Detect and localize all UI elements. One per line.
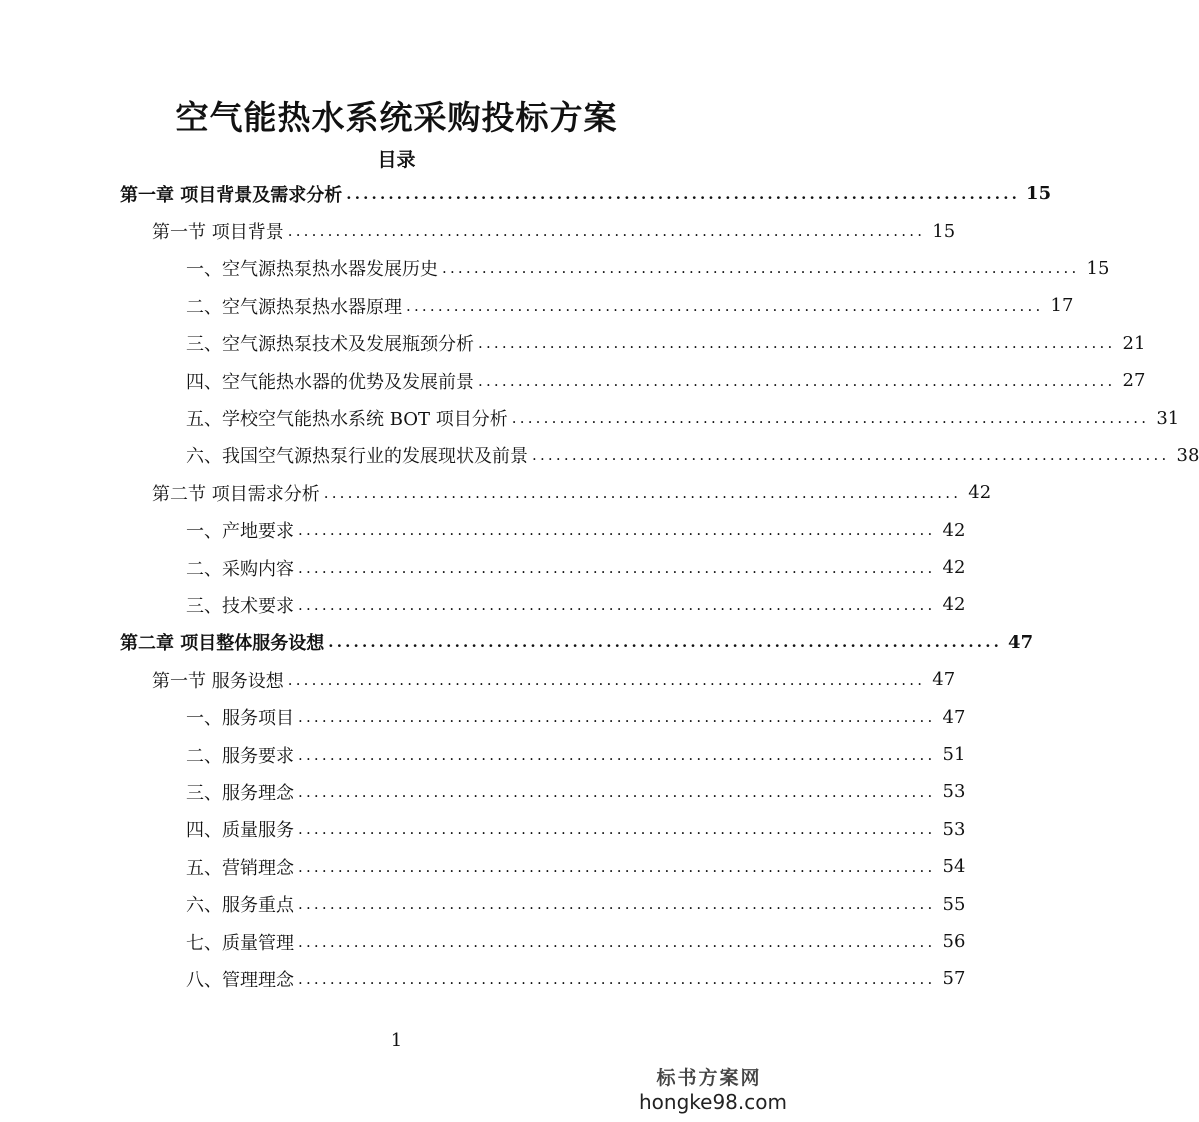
toc-dot-leader: ................................................................................ xyxy=(323,483,962,502)
toc-subsection-entry[interactable] xyxy=(0,923,966,960)
toc-subsection-entry[interactable] xyxy=(0,736,966,773)
toc-dot-leader: ................................................................................ xyxy=(298,969,936,988)
toc-subsection-entry[interactable] xyxy=(0,960,966,997)
toc-entry-page: 21 xyxy=(1122,332,1146,354)
toc-entry-page: 15 xyxy=(932,220,956,242)
toc-entry-label: 六、服务重点 xyxy=(186,895,294,917)
toc-subsection-entry[interactable] xyxy=(0,362,1146,399)
toc-entry-page: 54 xyxy=(942,856,966,878)
toc-dot-leader: ................................................................................ xyxy=(511,409,1150,428)
toc-entry-page: 42 xyxy=(942,594,966,616)
toc-entry-page: 42 xyxy=(942,519,966,541)
toc-heading: 目录 xyxy=(377,149,416,171)
toc-subsection-entry[interactable] xyxy=(0,399,1180,436)
toc-dot-leader: ................................................................................ xyxy=(298,782,936,801)
toc-entry-label: 第一节 服务设想 xyxy=(152,670,284,692)
toc-entry-label: 第二章 项目整体服务设想 xyxy=(120,633,325,655)
toc-subsection-entry[interactable] xyxy=(0,287,1074,324)
toc-entry-page: 42 xyxy=(968,482,992,504)
toc-subsection-entry[interactable] xyxy=(0,549,966,586)
toc-entry-label: 四、空气能热水器的优势及发展前景 xyxy=(186,371,474,393)
toc-entry-label: 三、空气源热泵技术及发展瓶颈分析 xyxy=(186,334,474,356)
toc-dot-leader: ................................................................................ xyxy=(298,558,936,577)
watermark-logo xyxy=(639,1063,787,1114)
toc-entry-page: 53 xyxy=(942,781,966,803)
toc-dot-leader: ................................................................................ xyxy=(346,184,1021,203)
toc-dot-leader: ................................................................................ xyxy=(532,446,1170,465)
toc-dot-leader: ................................................................................ xyxy=(298,820,936,839)
toc-entry-page: 15 xyxy=(1026,183,1052,205)
toc-entry-label: 二、服务要求 xyxy=(186,745,294,767)
toc-entry-page: 31 xyxy=(1156,407,1180,429)
toc-entry-page: 47 xyxy=(942,706,966,728)
toc-entry-page: 51 xyxy=(942,744,966,766)
watermark-site-name: 标书方案网 xyxy=(656,1067,762,1089)
toc-entry-page: 27 xyxy=(1122,370,1146,392)
toc-entry-page: 55 xyxy=(942,893,966,915)
toc-chapter-entry[interactable] xyxy=(0,624,1034,661)
toc-entry-label: 第一章 项目背景及需求分析 xyxy=(120,184,343,206)
toc-subsection-entry[interactable] xyxy=(0,698,966,735)
toc-subsection-entry[interactable] xyxy=(0,437,1199,474)
toc-section-entry[interactable] xyxy=(0,661,956,698)
toc-entry-label: 七、质量管理 xyxy=(186,932,294,954)
toc-entry-page: 38 xyxy=(1176,444,1199,466)
toc-entry-label: 第一节 项目背景 xyxy=(152,222,284,244)
page-number: 1 xyxy=(390,1030,403,1051)
toc-subsection-entry[interactable] xyxy=(0,512,966,549)
toc-entry-label: 二、采购内容 xyxy=(186,558,294,580)
toc-subsection-entry[interactable] xyxy=(0,250,1110,287)
toc-dot-leader: ................................................................................ xyxy=(298,895,936,914)
toc-entry-page: 56 xyxy=(942,931,966,952)
toc-entry-page: 17 xyxy=(1050,295,1074,317)
toc-dot-leader: ................................................................................ xyxy=(478,371,1116,390)
toc-entry-label: 六、我国空气源热泵行业的发展现状及前景 xyxy=(186,446,528,468)
watermark-url: hongke98.com xyxy=(639,1090,787,1114)
toc-dot-leader: ................................................................................ xyxy=(298,595,936,614)
document-title: 空气能热水系统采购投标方案 xyxy=(175,98,618,137)
toc-entry-label: 一、服务项目 xyxy=(186,708,294,730)
toc-dot-leader: ................................................................................ xyxy=(287,670,926,689)
toc-entry-label: 三、技术要求 xyxy=(186,595,294,617)
toc-dot-leader: ................................................................................ xyxy=(298,857,936,876)
table-of-contents xyxy=(0,175,1199,998)
toc-entry-page: 57 xyxy=(942,968,966,990)
toc-subsection-entry[interactable] xyxy=(0,885,966,922)
toc-subsection-entry[interactable] xyxy=(0,848,966,885)
toc-subsection-entry[interactable] xyxy=(0,325,1146,362)
toc-section-entry[interactable] xyxy=(0,212,956,249)
toc-entry-page: 53 xyxy=(942,818,966,840)
toc-entry-label: 四、质量服务 xyxy=(186,820,294,842)
toc-entry-page: 47 xyxy=(1008,631,1034,653)
toc-dot-leader: ................................................................................ xyxy=(298,708,936,727)
toc-entry-label: 一、产地要求 xyxy=(186,521,294,543)
toc-dot-leader: ................................................................................ xyxy=(298,932,936,951)
toc-dot-leader: ................................................................................ xyxy=(478,334,1116,353)
toc-entry-label: 三、服务理念 xyxy=(186,782,294,804)
toc-subsection-entry[interactable] xyxy=(0,586,966,623)
toc-subsection-entry[interactable] xyxy=(0,811,966,848)
toc-entry-label: 二、空气源热泵热水器原理 xyxy=(186,296,402,318)
toc-entry-page: 47 xyxy=(932,669,956,691)
toc-subsection-entry[interactable] xyxy=(0,773,966,810)
toc-entry-label: 五、学校空气能热水系统 BOT 项目分析 xyxy=(186,409,508,431)
toc-entry-label: 八、管理理念 xyxy=(186,969,294,991)
toc-section-entry[interactable] xyxy=(0,474,992,511)
toc-chapter-entry[interactable] xyxy=(0,175,1052,212)
toc-entry-page: 42 xyxy=(942,557,966,579)
toc-dot-leader: ................................................................................ xyxy=(287,222,926,241)
toc-dot-leader: ................................................................................ xyxy=(298,521,936,540)
toc-entry-page: 15 xyxy=(1086,257,1110,279)
toc-entry-label: 一、空气源热泵热水器发展历史 xyxy=(186,259,438,281)
toc-dot-leader: ................................................................................ xyxy=(442,259,1080,278)
toc-dot-leader: ................................................................................ xyxy=(406,296,1044,315)
toc-entry-label: 五、营销理念 xyxy=(186,857,294,879)
toc-dot-leader: ................................................................................ xyxy=(328,633,1003,652)
toc-dot-leader: ................................................................................ xyxy=(298,745,936,764)
toc-entry-label: 第二节 项目需求分析 xyxy=(152,483,320,505)
